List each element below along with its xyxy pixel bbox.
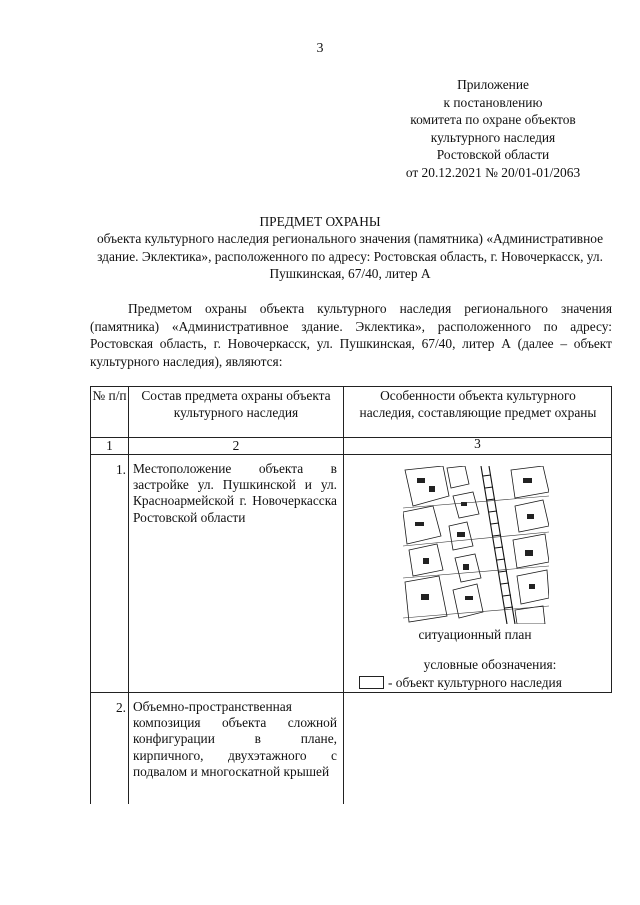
intro-paragraph: Предметом охраны объекта культурного наследия регионального значения (памятника) «Административное здание. Эклектика», расположенного по адресу: Ростовская область, г. Новочеркасск, ул. Пушкинская, 67/40, литер А (далее – объект культурного наследия), являются: — [90, 301, 612, 369]
appendix-line: комитета по охране объектов — [410, 112, 576, 128]
protection-table — [90, 386, 612, 804]
page-number: 3 — [316, 41, 324, 56]
column-number: 1 — [106, 438, 113, 453]
legend-item: - объект культурного наследия — [388, 675, 562, 690]
appendix-line: культурного наследия — [430, 129, 556, 145]
legend-swatch — [359, 676, 384, 689]
header-features: Особенности объекта культурного наследия, составляющие предмет охраны — [359, 388, 597, 420]
row-content: Объемно-пространственная композиция объекта сложной конфигурации в плане, кирпичного, двухэтажного с подвалом и многоскатной крышей — [133, 699, 337, 779]
document-title: ПРЕДМЕТ ОХРАНЫ — [259, 214, 381, 229]
header-number: № п/п — [92, 388, 127, 403]
situation-plan-caption: ситуационный план — [418, 627, 532, 642]
header-composition: Состав предмета охраны объекта культурного наследия — [141, 388, 331, 420]
appendix-block — [388, 76, 598, 182]
legend-title: условные обозначения: — [423, 657, 557, 672]
table-border-top — [90, 386, 612, 387]
table-border-right — [611, 386, 612, 692]
situation-plan-map — [403, 466, 549, 624]
row-number: 1. — [115, 462, 126, 477]
appendix-line: от 20.12.2021 № 20/01-01/2063 — [405, 164, 581, 180]
column-number: 3 — [474, 436, 481, 451]
row-number: 2. — [115, 700, 126, 715]
row-content: Местоположение объекта в застройке ул. Пушкинской и ул. Красноармейской г. Новочеркасска Ростовской области — [133, 461, 337, 525]
document-subtitle: объекта культурного наследия регионального значения (памятника) «Административное здание. Эклектика», расположенного по адресу: Ростовская область, г. Новочеркасск, ул. Пушкинская, 67/40, литер А — [96, 231, 604, 281]
table-rule — [90, 692, 612, 693]
appendix-line: Ростовской области — [436, 147, 550, 163]
column-number: 2 — [232, 438, 240, 453]
appendix-line: к постановлению — [443, 94, 543, 110]
appendix-line: Приложение — [457, 77, 529, 92]
